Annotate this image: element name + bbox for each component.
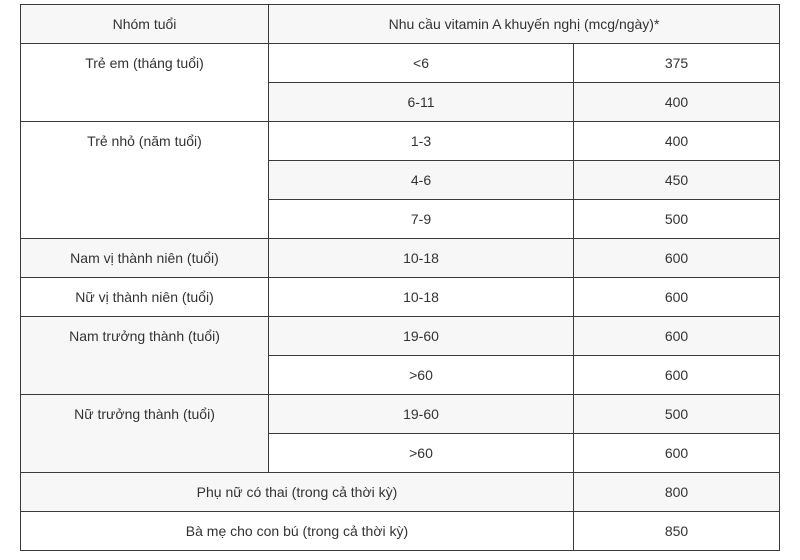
age-group-label: Nam trưởng thành (tuổi) (21, 317, 269, 395)
age-range: >60 (269, 434, 574, 473)
special-group-label: Phụ nữ có thai (trong cả thời kỳ) (21, 473, 574, 512)
vitamin-a-value: 500 (574, 200, 780, 239)
vitamin-a-value: 450 (574, 161, 780, 200)
vitamin-a-value: 400 (574, 83, 780, 122)
header-vitamin-need: Nhu cầu vitamin A khuyến nghị (mcg/ngày)* (269, 5, 780, 44)
age-range: 19-60 (269, 395, 574, 434)
age-range: >60 (269, 356, 574, 395)
vitamin-a-value: 800 (574, 473, 780, 512)
age-range: 1-3 (269, 122, 574, 161)
vitamin-a-value: 600 (574, 356, 780, 395)
table-row (21, 317, 780, 356)
table-row (21, 239, 780, 278)
vitamin-a-value: 400 (574, 122, 780, 161)
age-range: 6-11 (269, 83, 574, 122)
header-age-group: Nhóm tuổi (21, 5, 269, 44)
age-group-label: Nam vị thành niên (tuổi) (21, 239, 269, 278)
table-row (21, 473, 780, 512)
table-row (21, 278, 780, 317)
age-range: 10-18 (269, 239, 574, 278)
age-range: 7-9 (269, 200, 574, 239)
table-row (21, 512, 780, 551)
vitamin-a-value: 600 (574, 278, 780, 317)
age-range: <6 (269, 44, 574, 83)
age-range: 19-60 (269, 317, 574, 356)
age-group-label: Trẻ nhỏ (năm tuổi) (21, 122, 269, 239)
vitamin-a-value: 600 (574, 239, 780, 278)
vitamin-a-value: 850 (574, 512, 780, 551)
vitamin-a-value: 600 (574, 317, 780, 356)
age-range: 10-18 (269, 278, 574, 317)
age-group-label: Nữ vị thành niên (tuổi) (21, 278, 269, 317)
special-group-label: Bà mẹ cho con bú (trong cả thời kỳ) (21, 512, 574, 551)
table-row (21, 395, 780, 434)
table-row (21, 44, 780, 83)
vitamin-a-value: 500 (574, 395, 780, 434)
header-row (21, 5, 780, 44)
vitamin-a-value: 375 (574, 44, 780, 83)
age-range: 4-6 (269, 161, 574, 200)
age-group-label: Trẻ em (tháng tuổi) (21, 44, 269, 122)
vitamin-a-value: 600 (574, 434, 780, 473)
vitamin-a-table (20, 4, 780, 551)
table-row (21, 122, 780, 161)
age-group-label: Nữ trưởng thành (tuổi) (21, 395, 269, 473)
